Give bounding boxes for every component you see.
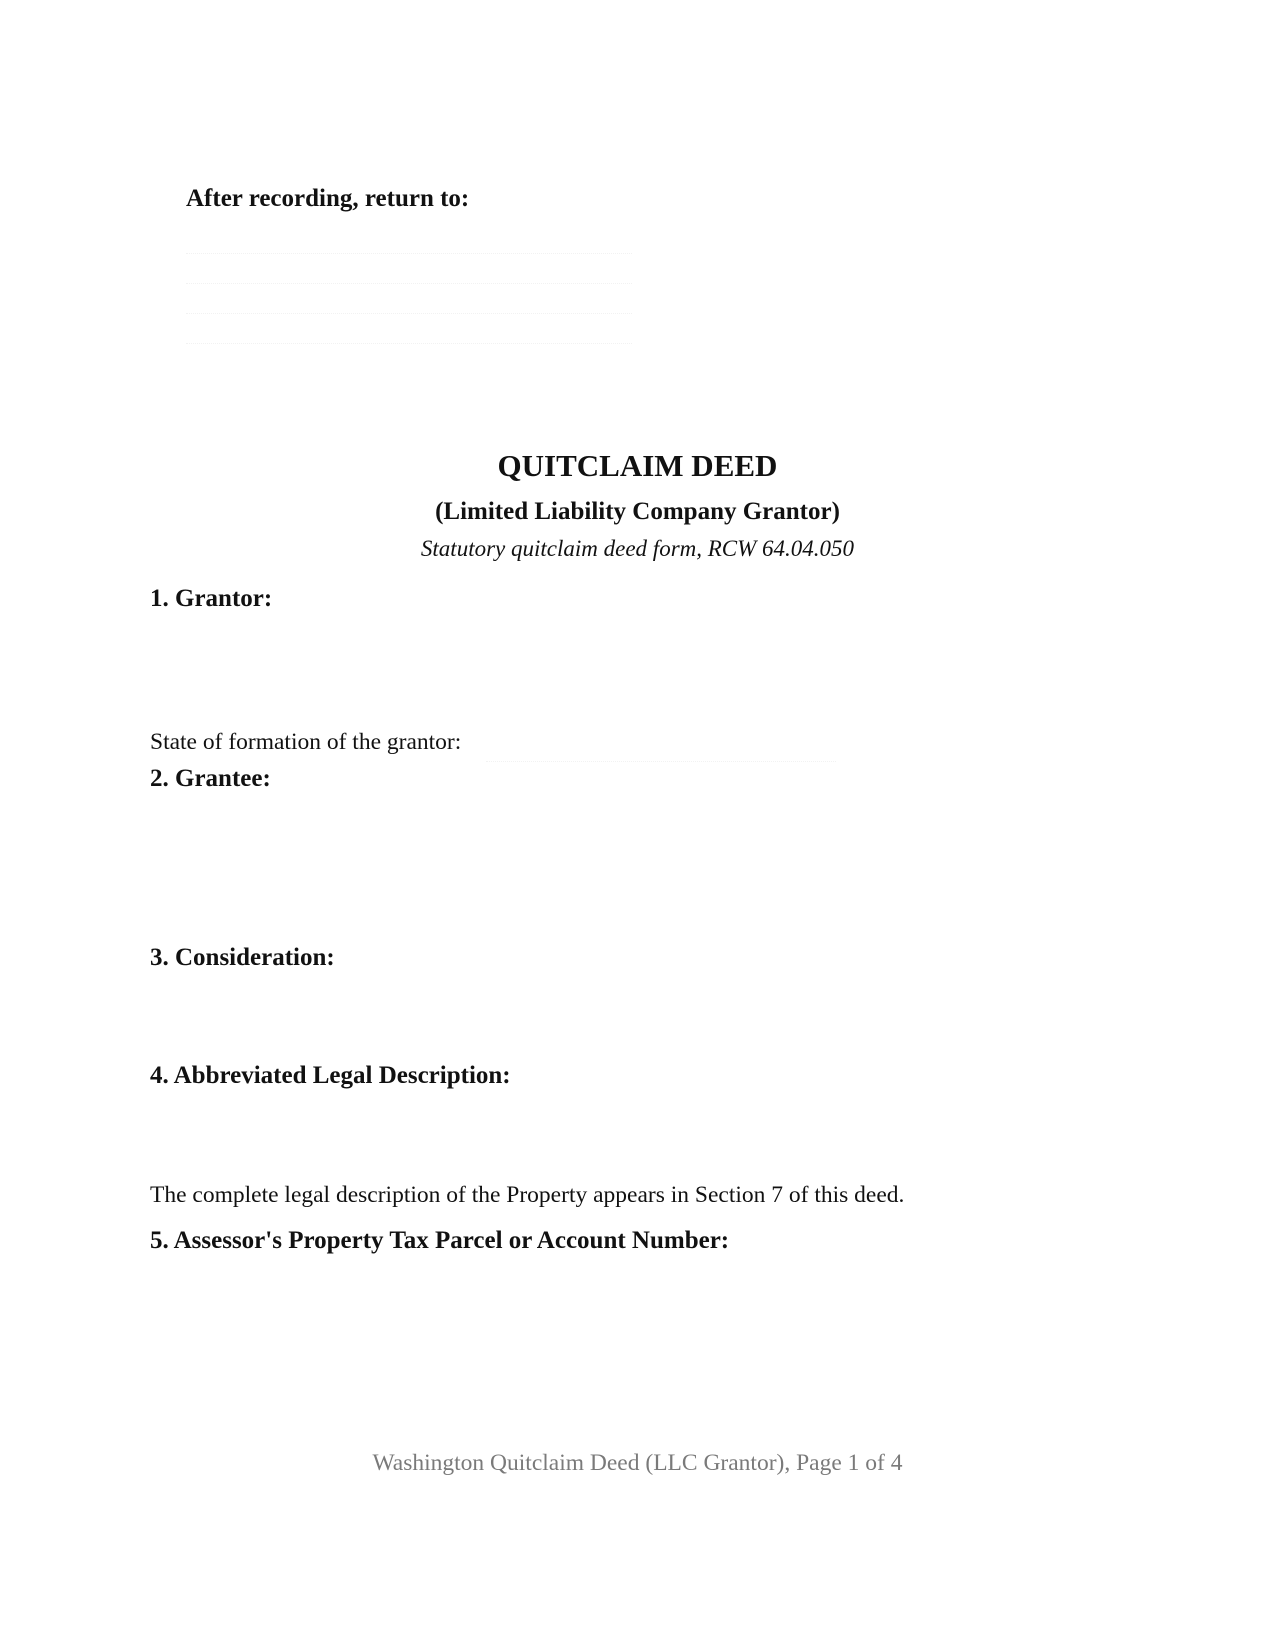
state-of-formation-label: State of formation of the grantor: — [150, 729, 462, 755]
legal-description-heading: 4. Abbreviated Legal Description: — [150, 1062, 511, 1089]
legal-description-note: The complete legal description of the Property appears in Section 7 of this deed. — [150, 1182, 905, 1208]
return-address-line-2[interactable] — [186, 283, 632, 284]
statute-reference: Statutory quitclaim deed form, RCW 64.04.050 — [420, 536, 855, 561]
consideration-heading: 3. Consideration: — [150, 944, 335, 971]
parcel-number-heading: 5. Assessor's Property Tax Parcel or Account Number: — [150, 1227, 730, 1254]
document-title: QUITCLAIM DEED — [497, 448, 778, 483]
return-address-line-1[interactable] — [186, 253, 632, 254]
return-address-line-4[interactable] — [186, 343, 632, 344]
return-to-label: After recording, return to: — [186, 185, 470, 212]
document-subtitle: (Limited Liability Company Grantor) — [435, 498, 840, 525]
grantor-heading: 1. Grantor: — [150, 585, 273, 612]
state-of-formation-field[interactable] — [486, 761, 836, 762]
page-footer: Washington Quitclaim Deed (LLC Grantor), Page 1 of 4 — [372, 1450, 903, 1476]
grantee-heading: 2. Grantee: — [150, 765, 271, 792]
return-address-line-3[interactable] — [186, 313, 632, 314]
